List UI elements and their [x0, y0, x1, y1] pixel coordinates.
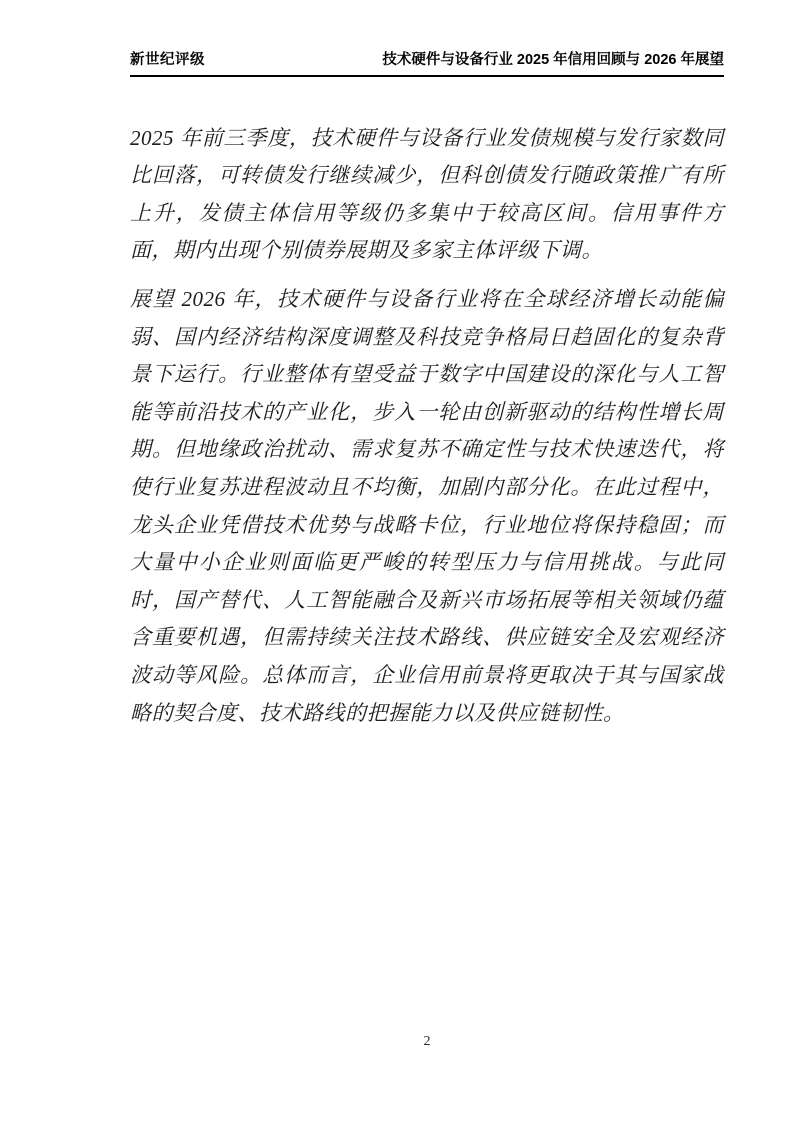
- paragraph: 2025 年前三季度，技术硬件与设备行业发债规模与发行家数同比回落，可转债发行继续减少，但科创债发行随政策推广有所上升，发债主体信用等级仍多集中于较高区间。信用事件方面，期内出现个别债券展期及多家主体评级下调。: [130, 125, 724, 263]
- page-number: 2: [423, 1034, 431, 1049]
- body-text: [130, 120, 724, 733]
- page-content: [130, 52, 724, 743]
- header-brand: 新世纪评级: [130, 52, 205, 68]
- paragraph: 展望 2026 年，技术硬件与设备行业将在全球经济增长动能偏弱、国内经济结构深度调整及科技竞争格局日趋固化的复杂背景下运行。行业整体有望受益于数字中国建设的深化与人工智能等前沿技术的产业化，步入一轮由创新驱动的结构性增长周期。但地缘政治扰动、需求复苏不确定性与技术快速迭代，将使行业复苏进程波动且不均衡，加剧内部分化。在此过程中，龙头企业凭借技术优势与战略卡位，行业地位将保持稳固；而大量中小企业则面临更严峻的转型压力与信用挑战。与此同时，国产替代、人工智能融合及新兴市场拓展等相关领域仍蕴含重要机遇，但需持续关注技术路线、供应链安全及宏观经济波动等风险。总体而言，企业信用前景将更取决于其与国家战略的契合度、技术路线的把握能力以及供应链韧性。: [130, 287, 724, 725]
- page-header: [130, 52, 724, 77]
- header-title: 技术硬件与设备行业 2025 年信用回顾与 2026 年展望: [382, 52, 724, 68]
